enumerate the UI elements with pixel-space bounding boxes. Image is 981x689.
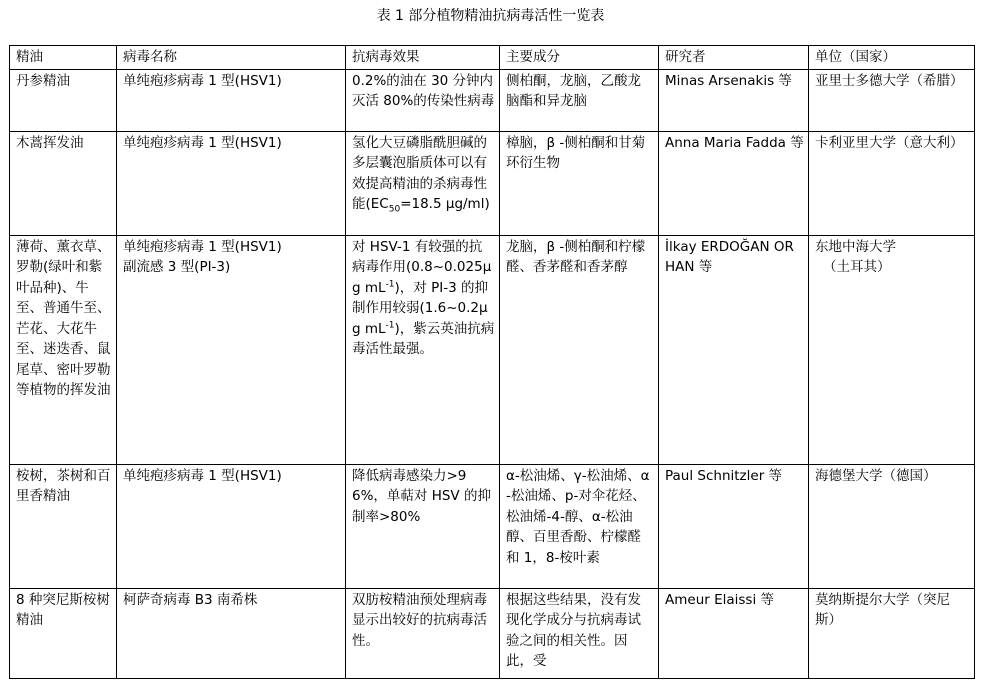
cell-researcher: Minas Arsenakis 等 — [659, 69, 809, 131]
header-oil: 精油 — [10, 46, 117, 70]
cell-institution: 海德堡大学（德国） — [809, 464, 975, 588]
ec-value: =18.5 μg/ml) — [400, 196, 490, 212]
cell-oil: 丹参精油 — [10, 69, 117, 131]
cell-components: 侧柏酮，龙脑，乙酸龙脑酯和异龙脑 — [500, 69, 659, 131]
effect-text: 对 HSV-1 有较强的抗病毒作用(0.8~0.025μg mL — [352, 238, 492, 296]
cell-researcher: Anna Maria Fadda 等 — [659, 131, 809, 235]
virus-line: 副流感 3 型(PI-3) — [123, 259, 231, 275]
cell-components: 龙脑，β -侧柏酮和柠檬醛、香茅醛和香茅醇 — [500, 235, 659, 464]
cell-virus — [117, 235, 346, 464]
cell-oil: 薄荷、薰衣草、罗勒(绿叶和紫叶品种)、牛至、普通牛至、芒花、大花牛至、迷迭香、鼠尾草、密叶罗勒等植物的挥发油 — [10, 235, 117, 464]
cell-effect — [346, 235, 500, 464]
cell-effect: 双肪桉精油预处理病毒显示出较好的抗病毒活性。 — [346, 588, 500, 678]
cell-components: α-松油烯、γ-松油烯、α-松油烯、p-对伞花烃、松油烯-4-醇、α-松油醇、百里香酚、柠檬醛和 1，8-桉叶素 — [500, 464, 659, 588]
cell-effect: 降低病毒感染力>96%，单萜对 HSV 的抑制率>80% — [346, 464, 500, 588]
cell-virus: 单纯疱疹病毒 1 型(HSV1) — [117, 131, 346, 235]
institution-line: 东地中海大学 — [815, 238, 896, 255]
cell-effect — [346, 131, 500, 235]
cell-researcher: Paul Schnitzler 等 — [659, 464, 809, 588]
virus-line: 单纯疱疹病毒 1 型(HSV1) — [123, 238, 282, 255]
ec-prefix: (EC — [365, 196, 389, 212]
cell-oil: 木蒿挥发油 — [10, 131, 117, 235]
cell-oil: 桉树，茶树和百里香精油 — [10, 464, 117, 588]
table-caption: 表 1 部分植物精油抗病毒活性一览表 — [376, 8, 605, 24]
ec-subscript: 50 — [388, 204, 401, 215]
table-row — [10, 464, 975, 588]
effect-text: )，紫云英油抗病毒活性最强。 — [352, 320, 495, 357]
header-components: 主要成分 — [500, 46, 659, 70]
cell-virus: 单纯疱疹病毒 1 型(HSV1) — [117, 464, 346, 588]
header-researcher: 研究者 — [659, 46, 809, 70]
cell-components: 根据这些结果，没有发现化学成分与抗病毒试验之间的相关性。因此，受 — [500, 588, 659, 678]
header-effect: 抗病毒效果 — [346, 46, 500, 70]
effect-text: 氢化大豆磷脂酰胆碱的多层囊泡脂质体可以有效提高精油的杀病毒性能 — [352, 134, 487, 212]
cell-components: 樟脑，β -侧柏酮和甘菊环衍生物 — [500, 131, 659, 235]
effect-text: )，对 PI-3 的抑制作用较弱(1.6~0.2μg mL — [352, 279, 488, 337]
superscript: -1 — [385, 320, 395, 330]
header-virus: 病毒名称 — [117, 46, 346, 70]
cell-oil: 8 种突尼斯桉树精油 — [10, 588, 117, 678]
essential-oil-antiviral-table — [9, 45, 975, 679]
cell-institution: 卡利亚里大学（意大利） — [809, 131, 975, 235]
table-header-row — [10, 46, 975, 70]
institution-line: （土耳其） — [823, 259, 891, 275]
table-row — [10, 69, 975, 131]
table-row — [10, 131, 975, 235]
cell-virus: 单纯疱疹病毒 1 型(HSV1) — [117, 69, 346, 131]
table-row — [10, 588, 975, 678]
cell-effect: 0.2%的油在 30 分钟内灭活 80%的传染性病毒 — [346, 69, 500, 131]
cell-institution: 莫纳斯提尔大学（突尼斯） — [809, 588, 975, 678]
cell-researcher: Ameur Elaissi 等 — [659, 588, 809, 678]
cell-institution: 亚里士多德大学（希腊） — [809, 69, 975, 131]
cell-virus: 柯萨奇病毒 B3 南希株 — [117, 588, 346, 678]
superscript: -1 — [385, 279, 395, 289]
cell-researcher: İlkay ERDOĞAN ORHAN 等 — [659, 235, 809, 464]
cell-institution — [809, 235, 975, 464]
table-row — [10, 235, 975, 464]
header-institution: 单位（国家） — [809, 46, 975, 70]
